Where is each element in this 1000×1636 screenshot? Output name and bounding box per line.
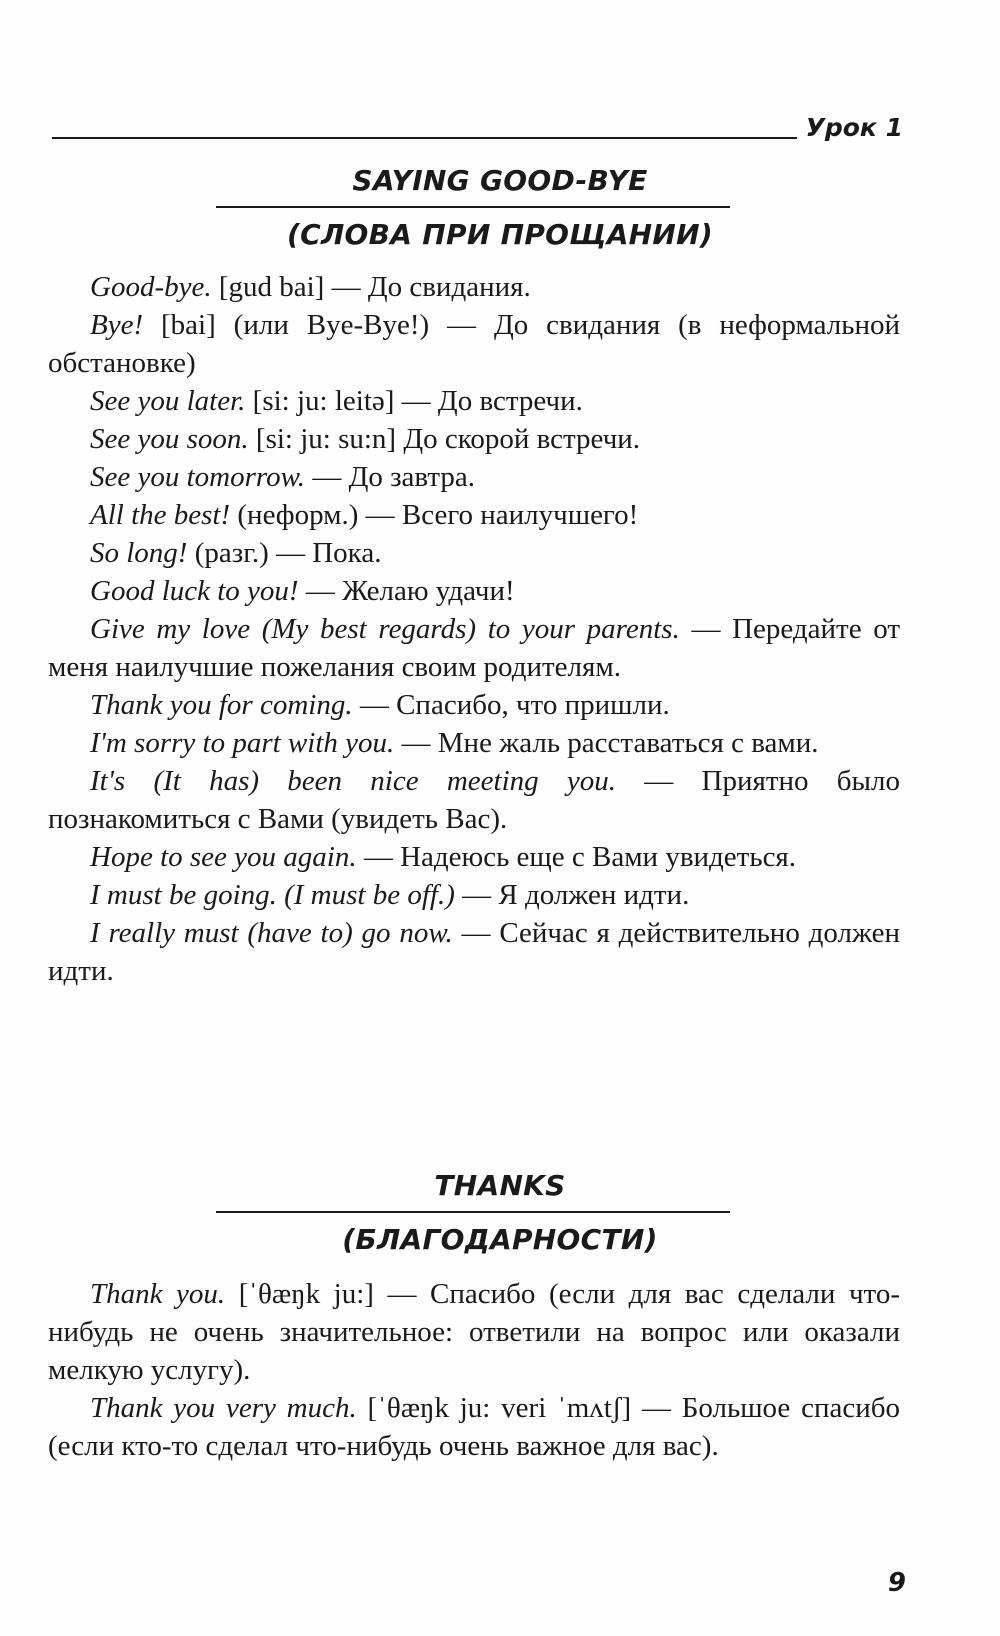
phrase-en: So long! bbox=[90, 537, 188, 569]
phrase-translation: [si: ju: leitə] — До встречи. bbox=[245, 385, 583, 417]
section-title-ru: (СЛОВА ПРИ ПРОЩАНИИ) bbox=[287, 218, 713, 251]
phrase-en: All the best! bbox=[90, 499, 231, 531]
page-number: 9 bbox=[887, 1568, 906, 1598]
phrase-translation: — Я должен идти. bbox=[454, 879, 690, 911]
phrase-translation: — Мне жаль расставаться с вами. bbox=[394, 727, 819, 759]
phrase-translation: — Желаю удачи! bbox=[298, 575, 515, 607]
phrase-entry bbox=[48, 458, 900, 496]
phrase-list bbox=[48, 1275, 900, 1465]
section-title-rule bbox=[216, 206, 730, 208]
phrase-en: Thank you very much. bbox=[90, 1392, 357, 1424]
phrase-entry bbox=[48, 420, 900, 458]
phrase-translation: [bai] (или Bye-Bye!) — До свидания (в неформальной обстановке) bbox=[48, 309, 900, 379]
phrase-translation: [si: ju: su:n] До скорой встречи. bbox=[248, 423, 641, 455]
phrase-entry bbox=[48, 838, 900, 876]
section-title-en: SAYING GOOD-BYE bbox=[352, 164, 648, 197]
phrase-en: See you tomorrow. bbox=[90, 461, 306, 493]
phrase-entry bbox=[48, 724, 900, 762]
running-head bbox=[52, 113, 903, 143]
phrase-en: See you later. bbox=[90, 385, 246, 417]
phrase-en: Thank you for coming. bbox=[90, 689, 353, 721]
phrase-translation: — Сейчас я действительно должен идти. bbox=[48, 917, 900, 987]
phrase-entry bbox=[48, 382, 900, 420]
phrase-entry bbox=[48, 914, 900, 990]
phrase-entry bbox=[48, 306, 900, 382]
phrase-translation: — Приятно было познакомиться с Вами (увидеть Вас). bbox=[48, 765, 900, 835]
phrase-en: See you soon. bbox=[90, 423, 249, 455]
section-title-en: THANKS bbox=[434, 1169, 566, 1202]
phrase-en: I'm sorry to part with you. bbox=[90, 727, 395, 759]
phrase-entry bbox=[48, 496, 900, 534]
running-head-rule bbox=[52, 137, 797, 139]
phrase-entry bbox=[48, 686, 900, 724]
phrase-entry bbox=[48, 610, 900, 686]
phrase-entry bbox=[48, 572, 900, 610]
phrase-translation: (неформ.) — Всего наилучшего! bbox=[230, 499, 639, 531]
phrase-en: Give my love (My best regards) to your parents. bbox=[90, 613, 680, 645]
phrase-translation: [ˈθæŋk ju:] — Спасибо (если для вас сделали что-нибудь не очень значительное: ответили на вопрос или оказали мелкую услугу). bbox=[48, 1278, 900, 1386]
phrase-entry bbox=[48, 876, 900, 914]
phrase-translation: [gud bai] — До свидания. bbox=[211, 271, 531, 303]
phrase-en: Good-bye. bbox=[90, 271, 212, 303]
lesson-label: Урок 1 bbox=[805, 113, 903, 142]
phrase-entry bbox=[48, 1389, 900, 1465]
phrase-translation: — Спасибо, что пришли. bbox=[352, 689, 670, 721]
phrase-translation: — До завтра. bbox=[305, 461, 476, 493]
phrase-entry bbox=[48, 534, 900, 572]
phrase-entry bbox=[48, 268, 900, 306]
phrase-entry bbox=[48, 762, 900, 838]
phrase-translation: (разг.) — Пока. bbox=[187, 537, 382, 569]
phrase-en: Hope to see you again. bbox=[90, 841, 357, 873]
phrase-entry bbox=[48, 1275, 900, 1389]
phrase-en: Thank you. bbox=[90, 1278, 226, 1310]
phrase-en: I really must (have to) go now. bbox=[90, 917, 453, 949]
phrase-en: Good luck to you! bbox=[90, 575, 299, 607]
phrase-translation: — Передайте от меня наилучшие пожелания своим родителям. bbox=[48, 613, 900, 683]
phrase-translation: [ˈθæŋk ju: veri ˈmʌtʃ] — Большое спасибо (если кто-то сделал что-нибудь очень важное для вас). bbox=[48, 1392, 900, 1462]
section-title-rule bbox=[216, 1211, 730, 1213]
phrase-en: I must be going. (I must be off.) bbox=[90, 879, 455, 911]
phrase-en: Bye! bbox=[90, 309, 144, 341]
section-title-ru: (БЛАГОДАРНОСТИ) bbox=[342, 1223, 658, 1256]
phrase-en: It's (It has) been nice meeting you. bbox=[90, 765, 617, 797]
phrase-list bbox=[48, 268, 900, 990]
phrase-translation: — Надеюсь еще с Вами увидеться. bbox=[356, 841, 797, 873]
